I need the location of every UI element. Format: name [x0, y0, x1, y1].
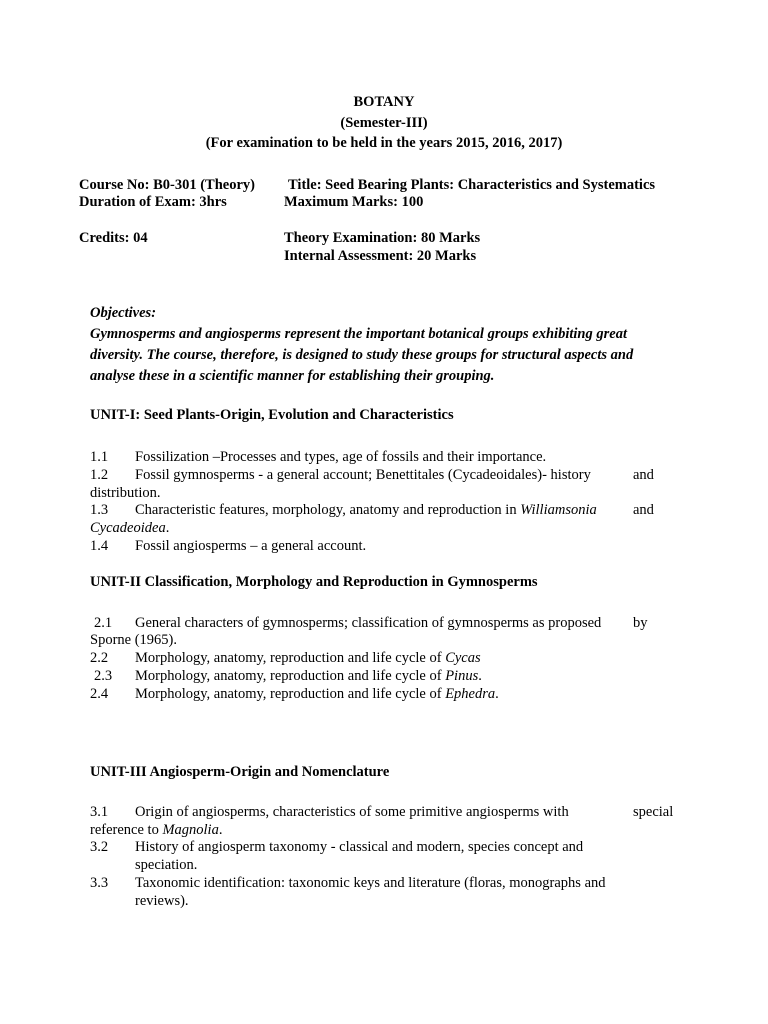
maximum-marks: Maximum Marks: 100 — [284, 194, 424, 210]
item-number: 2.1 — [94, 615, 113, 631]
internal-assessment-marks: Internal Assessment: 20 Marks — [284, 248, 477, 264]
item-number: 2.2 — [90, 650, 109, 666]
unit1-heading: UNIT-I: Seed Plants-Origin, Evolution and Characteristics — [90, 407, 454, 423]
item-text: History of angiosperm taxonomy - classical and modern, species concept and — [135, 839, 584, 855]
item-number: 2.4 — [90, 686, 109, 702]
theory-exam-marks: Theory Examination: 80 Marks — [284, 230, 481, 246]
item-number: 1.2 — [90, 467, 109, 483]
item-number: 1.4 — [90, 538, 109, 554]
objectives-line: analyse these in a scientific manner for establishing their grouping. — [90, 368, 495, 384]
item-text-end: and — [633, 467, 654, 483]
objectives-line: diversity. The course, therefore, is designed to study these groups for structural aspects and — [90, 347, 634, 363]
item-text-continued: Sporne (1965). — [90, 632, 177, 648]
item-number: 3.2 — [90, 839, 109, 855]
item-number: 1.1 — [90, 449, 109, 465]
exam-duration: Duration of Exam: 3hrs — [79, 194, 227, 210]
unit2-heading: UNIT-II Classification, Morphology and Reproduction in Gymnosperms — [90, 574, 538, 590]
subject-title: BOTANY — [353, 94, 415, 110]
item-text-continued: reviews). — [135, 893, 189, 909]
item-text: Morphology, anatomy, reproduction and life cycle of Pinus. — [135, 668, 482, 684]
item-text-continued: Cycadeoidea. — [90, 520, 170, 536]
item-text-end: by — [633, 615, 648, 631]
item-text: Morphology, anatomy, reproduction and life cycle of Cycas — [135, 650, 481, 666]
item-number: 3.1 — [90, 804, 109, 820]
item-text: Fossil angiosperms – a general account. — [135, 538, 367, 554]
item-text: Fossil gymnosperms - a general account; Benettitales (Cycadeoidales)- history — [135, 467, 591, 483]
item-number: 1.3 — [90, 502, 109, 518]
course-title: Title: Seed Bearing Plants: Characteristics and Systematics — [288, 177, 656, 193]
item-text-end: special — [633, 804, 674, 820]
item-number: 2.3 — [94, 668, 113, 684]
objectives-line: Gymnosperms and angiosperms represent the important botanical groups exhibiting great — [90, 326, 627, 342]
semester-label: (Semester-III) — [340, 115, 428, 131]
item-text: General characters of gymnosperms; classification of gymnosperms as proposed — [135, 615, 602, 631]
credits: Credits: 04 — [79, 230, 148, 246]
item-text-end: and — [633, 502, 654, 518]
item-number: 3.3 — [90, 875, 109, 891]
item-text: Taxonomic identification: taxonomic keys and literature (floras, monographs and — [135, 875, 606, 891]
item-text: Characteristic features, morphology, anatomy and reproduction in Williamsonia — [135, 502, 597, 518]
item-text: Morphology, anatomy, reproduction and life cycle of Ephedra. — [135, 686, 499, 702]
objectives-heading: Objectives: — [90, 305, 157, 321]
item-text-continued: speciation. — [135, 857, 198, 873]
course-number: Course No: B0-301 (Theory) — [79, 177, 255, 193]
item-text-continued: reference to Magnolia. — [90, 822, 223, 838]
item-text: Fossilization –Processes and types, age of fossils and their importance. — [135, 449, 547, 465]
item-text: Origin of angiosperms, characteristics of some primitive angiosperms with — [135, 804, 569, 820]
exam-years: (For examination to be held in the years 2015, 2016, 2017) — [205, 135, 563, 151]
unit3-heading: UNIT-III Angiosperm-Origin and Nomenclature — [90, 764, 390, 780]
item-text-continued: distribution. — [90, 485, 161, 501]
